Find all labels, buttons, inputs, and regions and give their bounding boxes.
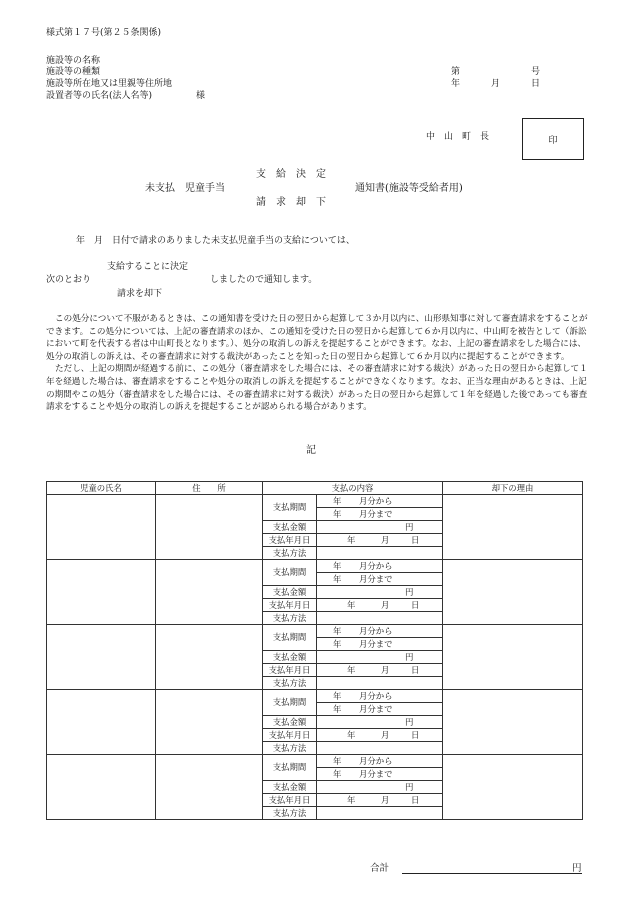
facility-type-label: 施設等の種類	[46, 67, 101, 77]
period-label: 支払期間	[263, 560, 317, 586]
from-unit: 月分から	[359, 560, 393, 571]
method-label: 支払方法	[263, 612, 317, 625]
period-from[interactable]	[317, 755, 443, 768]
to-unit: 月分まで	[359, 703, 393, 714]
child-entry	[47, 755, 583, 768]
period-to[interactable]	[317, 768, 443, 781]
header-rejection-reason: 却下の理由	[443, 482, 583, 495]
form-id: 様式第１７号(第２５条関係)	[46, 28, 162, 38]
child-name-cell[interactable]	[47, 625, 156, 690]
appeal-paragraph-2: ただし、上記の期間が経過する前に、この処分（審査請求をした場合には、その審査請求に対する裁決）があった日の翌日から起算して１年を経過した場合は、審査請求をすることや処分の取消しの訴えを提起することができなくなります。なお、正当な理由があるときは、上記の期間やこの処分（審査請求をした場合には、その審査請求に対する裁決）があった日の翌日から起算して１年を経過した後であっても審査請求をすることや処分の取消しの訴えを提起することが認められる場合があります。	[46, 364, 588, 413]
yen-unit: 円	[405, 716, 414, 727]
year-unit: 年	[333, 703, 342, 714]
address-cell[interactable]	[156, 755, 263, 820]
amount-field[interactable]	[317, 716, 443, 729]
option-approve: 支給することに決定	[107, 262, 189, 272]
period-label: 支払期間	[263, 755, 317, 781]
period-label: 支払期間	[263, 625, 317, 651]
date-month: 月	[491, 79, 501, 89]
to-unit: 月分まで	[359, 768, 393, 779]
day-unit: 日	[411, 534, 420, 545]
address-cell[interactable]	[156, 495, 263, 560]
year-unit: 年	[333, 690, 342, 701]
child-name-cell[interactable]	[47, 690, 156, 755]
child-entry	[47, 690, 583, 703]
next-text: 次のとおり	[46, 275, 92, 285]
rejection-reason-cell[interactable]	[443, 495, 583, 560]
date-label: 支払年月日	[263, 599, 317, 612]
day-unit: 日	[411, 664, 420, 675]
header-payment-content: 支払の内容	[263, 482, 443, 495]
yen-unit: 円	[405, 651, 414, 662]
year-unit: 年	[333, 495, 342, 506]
from-unit: 月分から	[359, 495, 393, 506]
title-right: 通知書(施設等受給者用)	[355, 183, 463, 194]
amount-field[interactable]	[317, 521, 443, 534]
child-entry	[47, 495, 583, 508]
year-unit: 年	[333, 625, 342, 636]
method-label: 支払方法	[263, 547, 317, 560]
total-unit: 円	[572, 863, 582, 874]
period-from[interactable]	[317, 625, 443, 638]
to-unit: 月分まで	[359, 638, 393, 649]
date-label: 支払年月日	[263, 794, 317, 807]
amount-label: 支払金額	[263, 521, 317, 534]
appeal-paragraphs	[46, 313, 591, 414]
option-reject: 請求を却下	[117, 289, 163, 299]
date-year: 年	[451, 79, 461, 89]
address-cell[interactable]	[156, 560, 263, 625]
amount-label: 支払金額	[263, 651, 317, 664]
date-label: 支払年月日	[263, 664, 317, 677]
day-unit: 日	[411, 729, 420, 740]
amount-field[interactable]	[317, 781, 443, 794]
title-rejection: 請 求 却 下	[256, 197, 326, 208]
period-to[interactable]	[317, 508, 443, 521]
child-entry	[47, 625, 583, 638]
year-unit: 年	[347, 534, 356, 545]
year-unit: 年	[333, 573, 342, 584]
child-name-cell[interactable]	[47, 755, 156, 820]
year-unit: 年	[333, 638, 342, 649]
period-label: 支払期間	[263, 690, 317, 716]
child-name-cell[interactable]	[47, 495, 156, 560]
number-prefix: 第	[451, 67, 461, 77]
period-to[interactable]	[317, 638, 443, 651]
year-unit: 年	[333, 508, 342, 519]
month-unit: 月	[381, 729, 390, 740]
title-left: 未支払 児童手当	[145, 183, 225, 194]
method-field[interactable]	[317, 677, 443, 690]
period-to[interactable]	[317, 703, 443, 716]
total-label: 合計	[370, 863, 390, 874]
amount-label: 支払金額	[263, 586, 317, 599]
child-entry	[47, 560, 583, 573]
day-unit: 日	[411, 599, 420, 610]
yen-unit: 円	[405, 521, 414, 532]
day-unit: 日	[411, 794, 420, 805]
method-label: 支払方法	[263, 807, 317, 820]
sama-label: 様	[196, 91, 206, 101]
period-from[interactable]	[317, 690, 443, 703]
appeal-paragraph-1: この処分について不服があるときは、この通知書を受けた日の翌日から起算して３か月以内に、山形県知事に対して審査請求をすることができます。この処分については、上記の審査請求のほか、この通知を受けた日の翌日から起算して６か月以内に、中山町を被告として（訴訟において町を代表する者は中山町長となります。）、処分の取消しの訴えを提起することができます。なお、上記の審査請求をした場合には、処分の取消しの訴えは、その審査請求に対する裁決があったことを知った日の翌日から起算して６か月以内に提起することができます。	[46, 314, 588, 362]
rejection-reason-cell[interactable]	[443, 690, 583, 755]
rejection-reason-cell[interactable]	[443, 625, 583, 690]
method-field[interactable]	[317, 547, 443, 560]
from-unit: 月分から	[359, 755, 393, 766]
date-label: 支払年月日	[263, 729, 317, 742]
date-field[interactable]	[317, 534, 443, 547]
month-unit: 月	[381, 794, 390, 805]
date-field[interactable]	[317, 794, 443, 807]
address-cell[interactable]	[156, 690, 263, 755]
month-unit: 月	[381, 664, 390, 675]
period-from[interactable]	[317, 495, 443, 508]
method-label: 支払方法	[263, 742, 317, 755]
total-field[interactable]	[402, 873, 582, 874]
payment-table	[46, 481, 583, 820]
year-unit: 年	[333, 560, 342, 571]
method-field[interactable]	[317, 742, 443, 755]
from-unit: 月分から	[359, 625, 393, 636]
period-to[interactable]	[317, 573, 443, 586]
amount-field[interactable]	[317, 651, 443, 664]
month-unit: 月	[381, 534, 390, 545]
seal-label: 印	[548, 135, 558, 146]
yen-unit: 円	[405, 586, 414, 597]
amount-label: 支払金額	[263, 781, 317, 794]
date-label: 支払年月日	[263, 534, 317, 547]
year-unit: 年	[347, 664, 356, 675]
notified-text: しましたので通知します。	[210, 275, 318, 285]
facility-address-label: 施設等所在地又は里親等住所地	[46, 79, 173, 89]
date-field[interactable]	[317, 599, 443, 612]
facility-name-label: 施設等の名称	[46, 56, 101, 66]
rejection-reason-cell[interactable]	[443, 560, 583, 625]
rejection-reason-cell[interactable]	[443, 755, 583, 820]
date-field[interactable]	[317, 664, 443, 677]
month-unit: 月	[381, 599, 390, 610]
amount-label: 支払金額	[263, 716, 317, 729]
to-unit: 月分まで	[359, 508, 393, 519]
amount-field[interactable]	[317, 586, 443, 599]
address-cell[interactable]	[156, 625, 263, 690]
to-unit: 月分まで	[359, 573, 393, 584]
from-unit: 月分から	[359, 690, 393, 701]
founder-label: 設置者等の氏名(法人名等)	[46, 91, 153, 101]
seal-box	[522, 118, 584, 160]
method-field[interactable]	[317, 807, 443, 820]
intro-text: 年 月 日付で請求のありました未支払児童手当の支給については、	[76, 236, 355, 246]
issuer: 中 山 町 長	[426, 132, 490, 142]
year-unit: 年	[347, 794, 356, 805]
number-suffix: 号	[531, 67, 541, 77]
year-unit: 年	[333, 755, 342, 766]
date-field[interactable]	[317, 729, 443, 742]
method-label: 支払方法	[263, 677, 317, 690]
child-name-cell[interactable]	[47, 560, 156, 625]
title-decision: 支 給 決 定	[256, 169, 326, 180]
year-unit: 年	[347, 729, 356, 740]
ki-label: 記	[306, 445, 316, 456]
period-label: 支払期間	[263, 495, 317, 521]
method-field[interactable]	[317, 612, 443, 625]
header-address: 住 所	[156, 482, 263, 495]
date-day: 日	[531, 79, 541, 89]
period-from[interactable]	[317, 560, 443, 573]
yen-unit: 円	[405, 781, 414, 792]
year-unit: 年	[347, 599, 356, 610]
header-child-name: 児童の氏名	[47, 482, 156, 495]
year-unit: 年	[333, 768, 342, 779]
